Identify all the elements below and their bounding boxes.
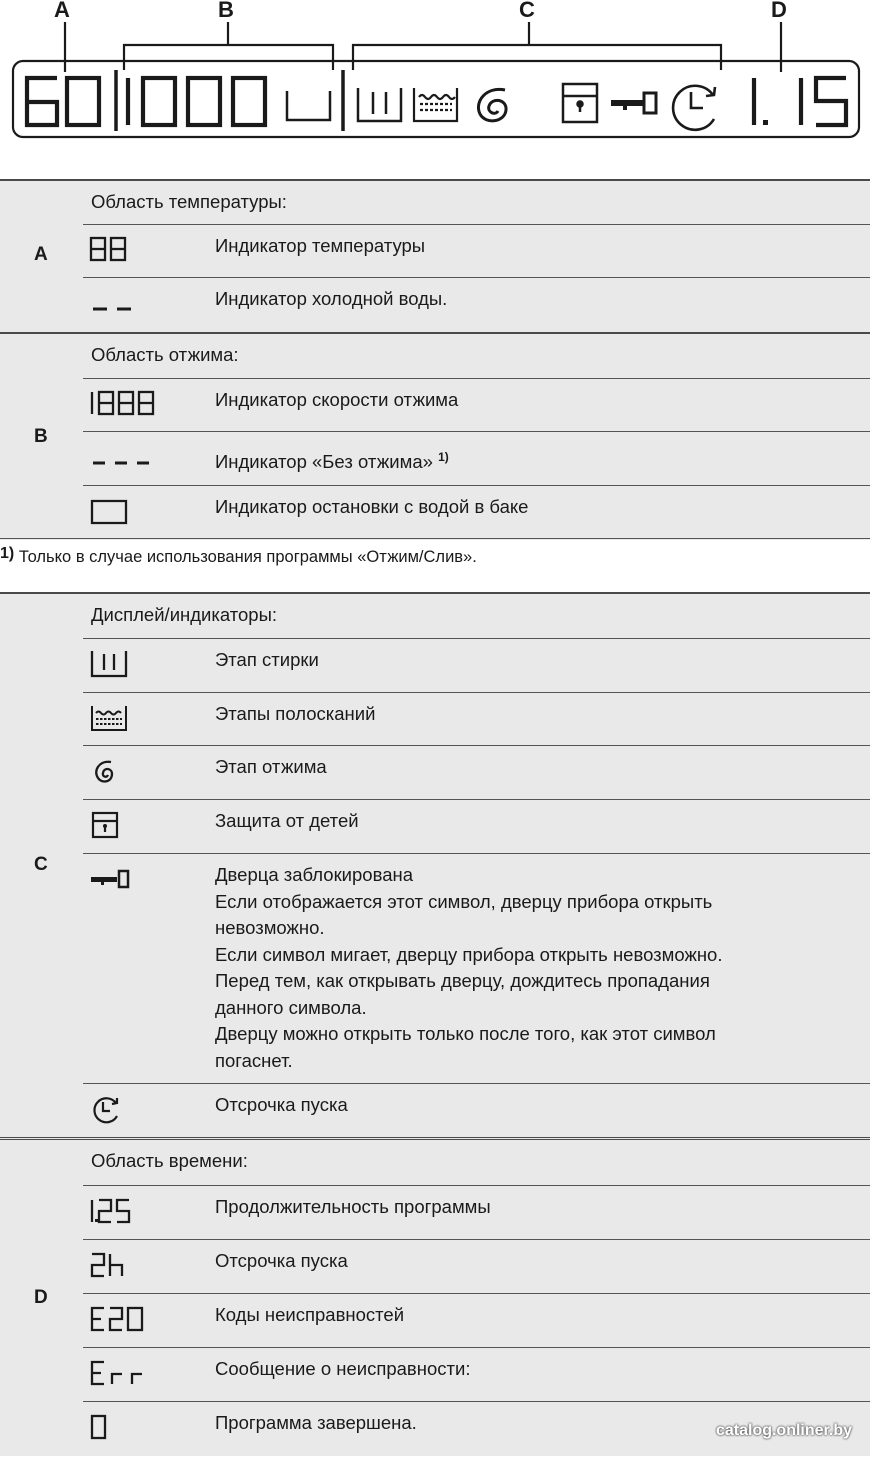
desc-line: Если отображается этот символ, дверцу прибора открыть [215, 890, 713, 912]
table-section-c [0, 592, 870, 1137]
table-row [83, 1185, 870, 1240]
error-message-digits-icon [89, 1357, 159, 1389]
callout-a: A [54, 0, 70, 22]
door-lock-description [215, 862, 722, 1074]
section-header: Дисплей/индикаторы: [91, 604, 278, 625]
desc-line: Дверца заблокирована [215, 864, 413, 885]
desc-line: Перед тем, как открывать дверцу, дождитесь пропадания [215, 970, 710, 991]
table-row [83, 277, 870, 332]
table-row [83, 1293, 870, 1348]
desc-line: Если символ мигает, дверцу прибора открыть невозможно. [215, 943, 723, 965]
section-header-row [83, 1140, 870, 1185]
row-description: Этапы полосканий [215, 703, 376, 724]
desc-line: невозможно. [215, 917, 325, 938]
callout-c: C [519, 0, 535, 22]
callout-d: D [771, 0, 787, 22]
row-description: Коды неисправностей [215, 1304, 405, 1325]
tank-icon [89, 495, 129, 527]
row-description: Отсрочка пуска [215, 1094, 348, 1115]
desc-line: данного символа. [215, 996, 367, 1018]
row-description: Индикатор холодной воды. [215, 288, 448, 309]
row-description: Индикатор скорости отжима [215, 389, 459, 410]
table-row [83, 638, 870, 693]
rinse-icon [89, 702, 129, 734]
row-description: Этап отжима [215, 756, 327, 777]
display-panel [0, 0, 870, 150]
spin-speed-digits-icon [89, 388, 159, 418]
door-lock-icon [89, 863, 134, 895]
section-letter-b: B [34, 426, 48, 447]
section-header: Область отжима: [91, 344, 239, 365]
section-header-row [83, 594, 870, 638]
table-row [83, 799, 870, 854]
table-row [83, 1239, 870, 1294]
table-end-b [0, 538, 870, 539]
table-row [83, 485, 870, 541]
section-header-row [83, 334, 870, 378]
row-description: Отсрочка пуска [215, 1250, 348, 1271]
watermark: catalog.onliner.by [715, 1422, 852, 1439]
table-row [83, 1083, 870, 1138]
error-code-digits-icon [89, 1303, 159, 1335]
footnote: 1) Только в случае использования программы «Отжим/Слив». [0, 545, 477, 566]
table-row [83, 853, 870, 1084]
table-section-a [0, 179, 870, 333]
row-description: Индикатор «Без отжима» $^{1)}$ [215, 450, 449, 472]
table-row [83, 224, 870, 278]
row-description: Программа завершена. [215, 1412, 417, 1433]
footnote-ref: 1) [438, 450, 449, 464]
section-header-row [83, 181, 870, 224]
row-description: Индикатор температуры [215, 235, 426, 256]
delay-icon [89, 1093, 129, 1125]
table-row [83, 431, 870, 486]
temperature-digits-icon [89, 234, 129, 264]
row-description: Этап стирки [215, 649, 319, 670]
row-description: Продолжительность программы [215, 1196, 491, 1217]
desc-line: погаснет. [215, 1049, 293, 1071]
row-description: Сообщение о неисправности: [215, 1358, 471, 1379]
section-letter-d: D [34, 1287, 48, 1308]
section-letter-c: C [34, 854, 48, 875]
section-header: Область температуры: [91, 191, 287, 212]
row-description: Индикатор остановки с водой в баке [215, 496, 529, 517]
table-section-b [0, 332, 870, 540]
no-spin-dashes-icon [89, 441, 159, 471]
table-section-d [0, 1137, 870, 1456]
spin-icon [89, 755, 129, 787]
section-letter-a: A [34, 244, 48, 265]
duration-digits-icon [89, 1195, 139, 1227]
row-description: Защита от детей [215, 810, 359, 831]
delay-hours-digits-icon [89, 1249, 139, 1281]
table-row [83, 1347, 870, 1402]
callout-b: B [218, 0, 234, 22]
table-row [83, 378, 870, 432]
table-row [83, 692, 870, 746]
display-diagram [0, 0, 870, 150]
desc-line: Дверцу можно открыть только после того, как этот символ [215, 1023, 716, 1044]
child-lock-icon [89, 809, 129, 841]
section-header: Область времени: [91, 1150, 248, 1171]
cold-water-dashes-icon [89, 287, 139, 317]
table-row [83, 745, 870, 800]
wash-icon [89, 648, 129, 680]
program-end-digit-icon [89, 1411, 129, 1443]
